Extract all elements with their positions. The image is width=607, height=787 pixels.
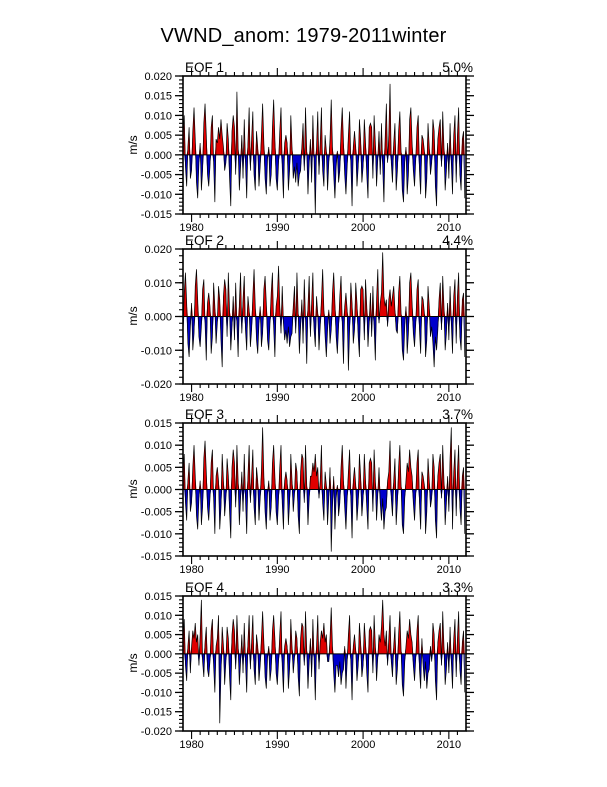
- x-tick-label: 2000: [350, 739, 376, 751]
- y-tick-label: 0.005: [144, 130, 172, 143]
- eof3-panel: [141, 415, 474, 576]
- x-tick-label: 2000: [350, 564, 376, 576]
- eof4-label: EOF 4: [185, 580, 225, 595]
- eof2-yaxis-unit-label: m/s: [126, 306, 140, 326]
- x-tick-label: 1990: [265, 564, 290, 576]
- x-tick-label: 1990: [265, 739, 290, 751]
- x-tick-label: 2010: [436, 564, 462, 576]
- eof3-yaxis-unit-label: m/s: [126, 479, 140, 499]
- x-tick-label: 1980: [179, 392, 204, 404]
- eof3-label: EOF 3: [185, 407, 225, 422]
- x-tick-label: 2000: [350, 392, 376, 404]
- eof4-variance-label: 3.3%: [442, 580, 473, 595]
- y-tick-label: -0.005: [140, 506, 172, 519]
- y-tick-label: -0.020: [140, 726, 172, 738]
- chart-title: VWND_anom: 1979-2011winter: [160, 25, 447, 47]
- y-tick-label: 0.000: [144, 311, 172, 324]
- x-tick-label: 2010: [436, 392, 462, 404]
- eof1-yaxis-unit-label: m/s: [126, 135, 140, 155]
- eof1-variance-label: 5.0%: [442, 60, 473, 75]
- y-tick-label: -0.005: [140, 668, 172, 681]
- x-tick-label: 2010: [436, 739, 462, 751]
- y-tick-label: 0.000: [144, 484, 172, 497]
- x-tick-label: 1980: [179, 739, 204, 751]
- eof3-variance-label: 3.7%: [442, 407, 473, 422]
- y-tick-label: 0.010: [144, 110, 172, 123]
- y-tick-label: -0.015: [140, 551, 172, 563]
- x-tick-label: 2000: [350, 222, 376, 234]
- y-tick-label: 0.005: [144, 629, 172, 642]
- y-tick-label: 0.020: [144, 244, 172, 256]
- y-tick-label: -0.010: [140, 687, 172, 700]
- y-tick-label: -0.010: [140, 189, 172, 202]
- y-tick-label: 0.015: [144, 90, 172, 103]
- y-tick-label: -0.020: [140, 379, 172, 391]
- eof2-variance-label: 4.4%: [442, 233, 473, 248]
- x-tick-label: 1980: [179, 222, 204, 234]
- y-tick-label: 0.010: [144, 277, 172, 290]
- eof1-label: EOF 1: [185, 60, 225, 75]
- y-tick-label: 0.010: [144, 440, 172, 453]
- eof2-label: EOF 2: [185, 233, 225, 248]
- y-tick-label: -0.005: [140, 169, 172, 182]
- x-tick-label: 1990: [265, 392, 290, 404]
- y-tick-label: -0.015: [140, 706, 172, 719]
- x-tick-label: 1990: [265, 222, 290, 234]
- eof4-yaxis-unit-label: m/s: [126, 653, 140, 673]
- x-tick-label: 1980: [179, 564, 204, 576]
- y-tick-label: 0.015: [144, 591, 172, 603]
- y-tick-label: 0.005: [144, 462, 172, 475]
- eof1-panel: [141, 68, 474, 234]
- eof2-panel: [141, 241, 474, 404]
- y-tick-label: -0.010: [140, 528, 172, 541]
- x-tick-label: 2010: [436, 222, 462, 234]
- y-tick-label: 0.020: [144, 71, 172, 83]
- y-tick-label: 0.015: [144, 418, 172, 430]
- negative-anomaly-fill: [183, 317, 465, 371]
- positive-anomaly-fill: [183, 427, 465, 489]
- positive-anomaly-fill: [183, 84, 465, 155]
- y-tick-label: -0.015: [140, 209, 172, 221]
- y-tick-label: 0.000: [144, 149, 172, 162]
- y-tick-label: 0.010: [144, 610, 172, 623]
- y-tick-label: -0.010: [140, 345, 172, 358]
- eof4-panel: [141, 588, 474, 751]
- y-tick-label: 0.000: [144, 648, 172, 661]
- negative-anomaly-fill: [183, 654, 465, 723]
